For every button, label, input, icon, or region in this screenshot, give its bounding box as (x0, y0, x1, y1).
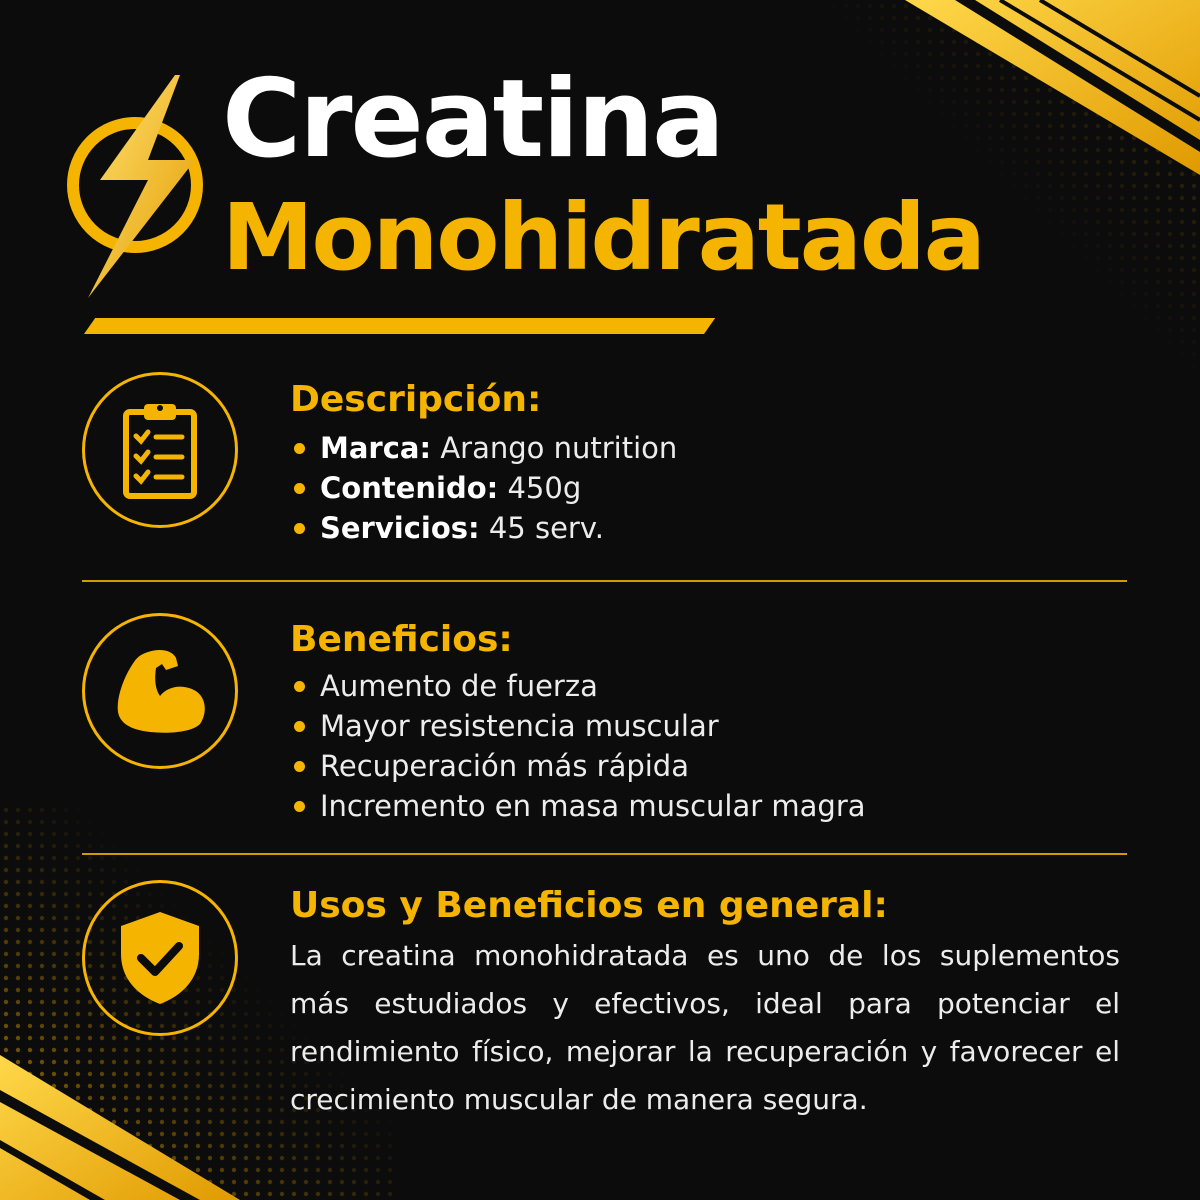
list-item: Aumento de fuerza (290, 666, 866, 706)
descripcion-label: Contenido: (320, 471, 499, 505)
usos-paragraph: La creatina monohidratada es uno de los suplementos más estudiados y efectivos, ideal para potenciar el rendimiento físico, mejorar la recuperación y favorecer el crecimiento muscular de manera segura. (290, 939, 1120, 1116)
list-item (290, 468, 677, 508)
shield-check-icon (82, 880, 238, 1036)
list-item (290, 508, 677, 548)
page-title-line2: Monohidratada (222, 184, 984, 291)
beneficios-heading: Beneficios: (290, 619, 513, 660)
descripcion-value: 45 serv. (488, 511, 604, 545)
descripcion-value: Arango nutrition (440, 431, 678, 465)
section-divider (82, 580, 1127, 582)
list-item: Mayor resistencia muscular (290, 706, 866, 746)
section-divider (82, 853, 1127, 855)
descripcion-heading: Descripción: (290, 379, 542, 420)
usos-heading: Usos y Beneficios en general: (290, 885, 888, 926)
clipboard-checklist-icon (82, 372, 238, 528)
descripcion-list (290, 428, 677, 548)
descripcion-value: 450g (507, 471, 582, 505)
title-underline-bar (84, 318, 715, 334)
list-item: Incremento en masa muscular magra (290, 786, 866, 826)
page-title-line1: Creatina (222, 57, 724, 182)
list-item (290, 428, 677, 468)
beneficios-list (290, 666, 866, 826)
list-item: Recuperación más rápida (290, 746, 866, 786)
lightning-bolt-icon (60, 70, 220, 300)
descripcion-label: Servicios: (320, 511, 480, 545)
flexed-bicep-icon (82, 613, 238, 769)
descripcion-label: Marca: (320, 431, 432, 465)
